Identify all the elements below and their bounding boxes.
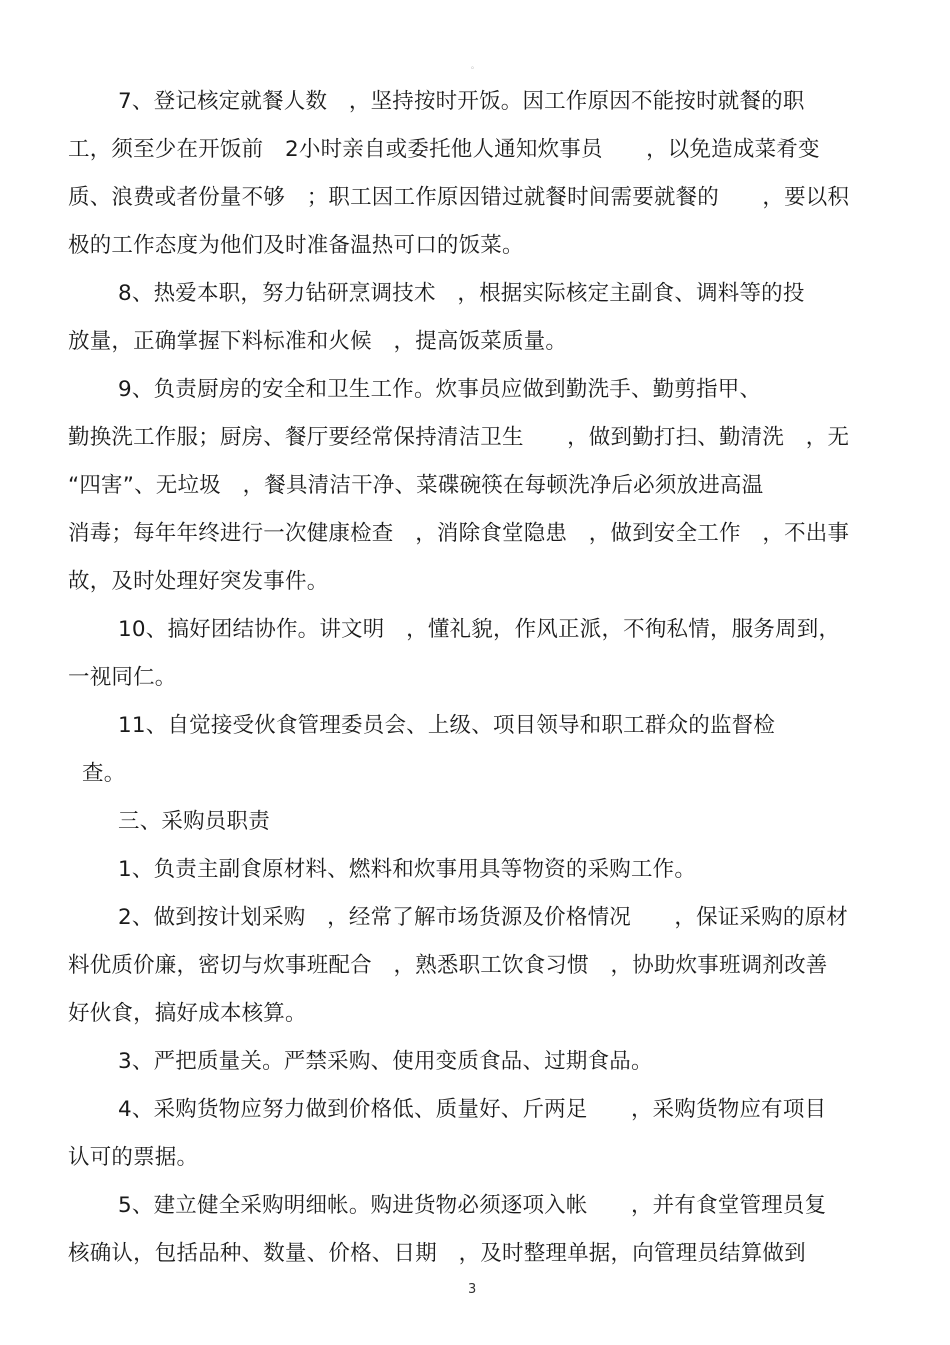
- text-line: 料优质价廉，密切与炊事班配合 ，熟悉职工饮食习惯 ，协助炊事班调剂改善: [68, 953, 828, 978]
- text-line: 故，及时处理好突发事件。: [68, 569, 329, 594]
- text-line: 5、建立健全采购明细帐。购进货物必须逐项入帐 ，并有食堂管理员复: [118, 1193, 827, 1218]
- text-line: 11、自觉接受伙食管理委员会、上级、项目领导和职工群众的监督检: [118, 713, 776, 738]
- document-body: [68, 78, 882, 1278]
- text-line: 勤换洗工作服；厨房、餐厅要经常保持清洁卫生 ，做到勤打扫、勤清洗 ，无: [68, 425, 850, 450]
- text-line: 放量，正确掌握下料标准和火候 ，提高饭菜质量。: [68, 329, 568, 354]
- header-mark: 。: [471, 61, 479, 70]
- text-line: 1、负责主副食原材料、燃料和炊事用具等物资的采购工作。: [118, 857, 697, 882]
- text-line: 极的工作态度为他们及时准备温热可口的饭菜。: [68, 233, 524, 258]
- text-line: 消毒；每年年终进行一次健康检查 ，消除食堂隐患 ，做到安全工作 ，不出事: [68, 521, 850, 546]
- text-line: 4、采购货物应努力做到价格低、质量好、斤两足 ，采购货物应有项目: [118, 1097, 827, 1122]
- text-line: “四害”、无垃圾 ，餐具清洁干净、菜碟碗筷在每顿洗净后必须放进高温: [68, 473, 764, 498]
- text-line: 三、采购员职责: [118, 809, 270, 834]
- text-line: 8、热爱本职，努力钻研烹调技术 ，根据实际核定主副食、调料等的投: [118, 281, 805, 306]
- text-line: 10、搞好团结协作。讲文明 ，懂礼貌，作风正派，不徇私情，服务周到，: [118, 617, 841, 642]
- text-line: 一视同仁。: [68, 665, 177, 690]
- text-line: 3、严把质量关。严禁采购、使用变质食品、过期食品。: [118, 1049, 653, 1074]
- page-number: 3: [468, 1282, 477, 1297]
- text-line: 质、浪费或者份量不够 ；职工因工作原因错过就餐时间需要就餐的 ，要以积: [68, 185, 850, 210]
- text-line: 好伙食，搞好成本核算。: [68, 1001, 307, 1026]
- text-line: 认可的票据。: [68, 1145, 199, 1170]
- text-line: 工，须至少在开饭前 2小时亲自或委托他人通知炊事员 ，以免造成菜肴变: [68, 137, 820, 162]
- text-line: 2、做到按计划采购 ，经常了解市场货源及价格情况 ，保证采购的原材: [118, 905, 848, 930]
- text-line: 7、登记核定就餐人数 ，坚持按时开饭。因工作原因不能按时就餐的职: [118, 89, 805, 114]
- text-line: 查。: [82, 761, 126, 786]
- text-line: 核确认，包括品种、数量、价格、日期 ，及时整理单据，向管理员结算做到: [68, 1241, 806, 1266]
- text-line: 9、负责厨房的安全和卫生工作。炊事员应做到勤洗手、勤剪指甲、: [118, 377, 762, 402]
